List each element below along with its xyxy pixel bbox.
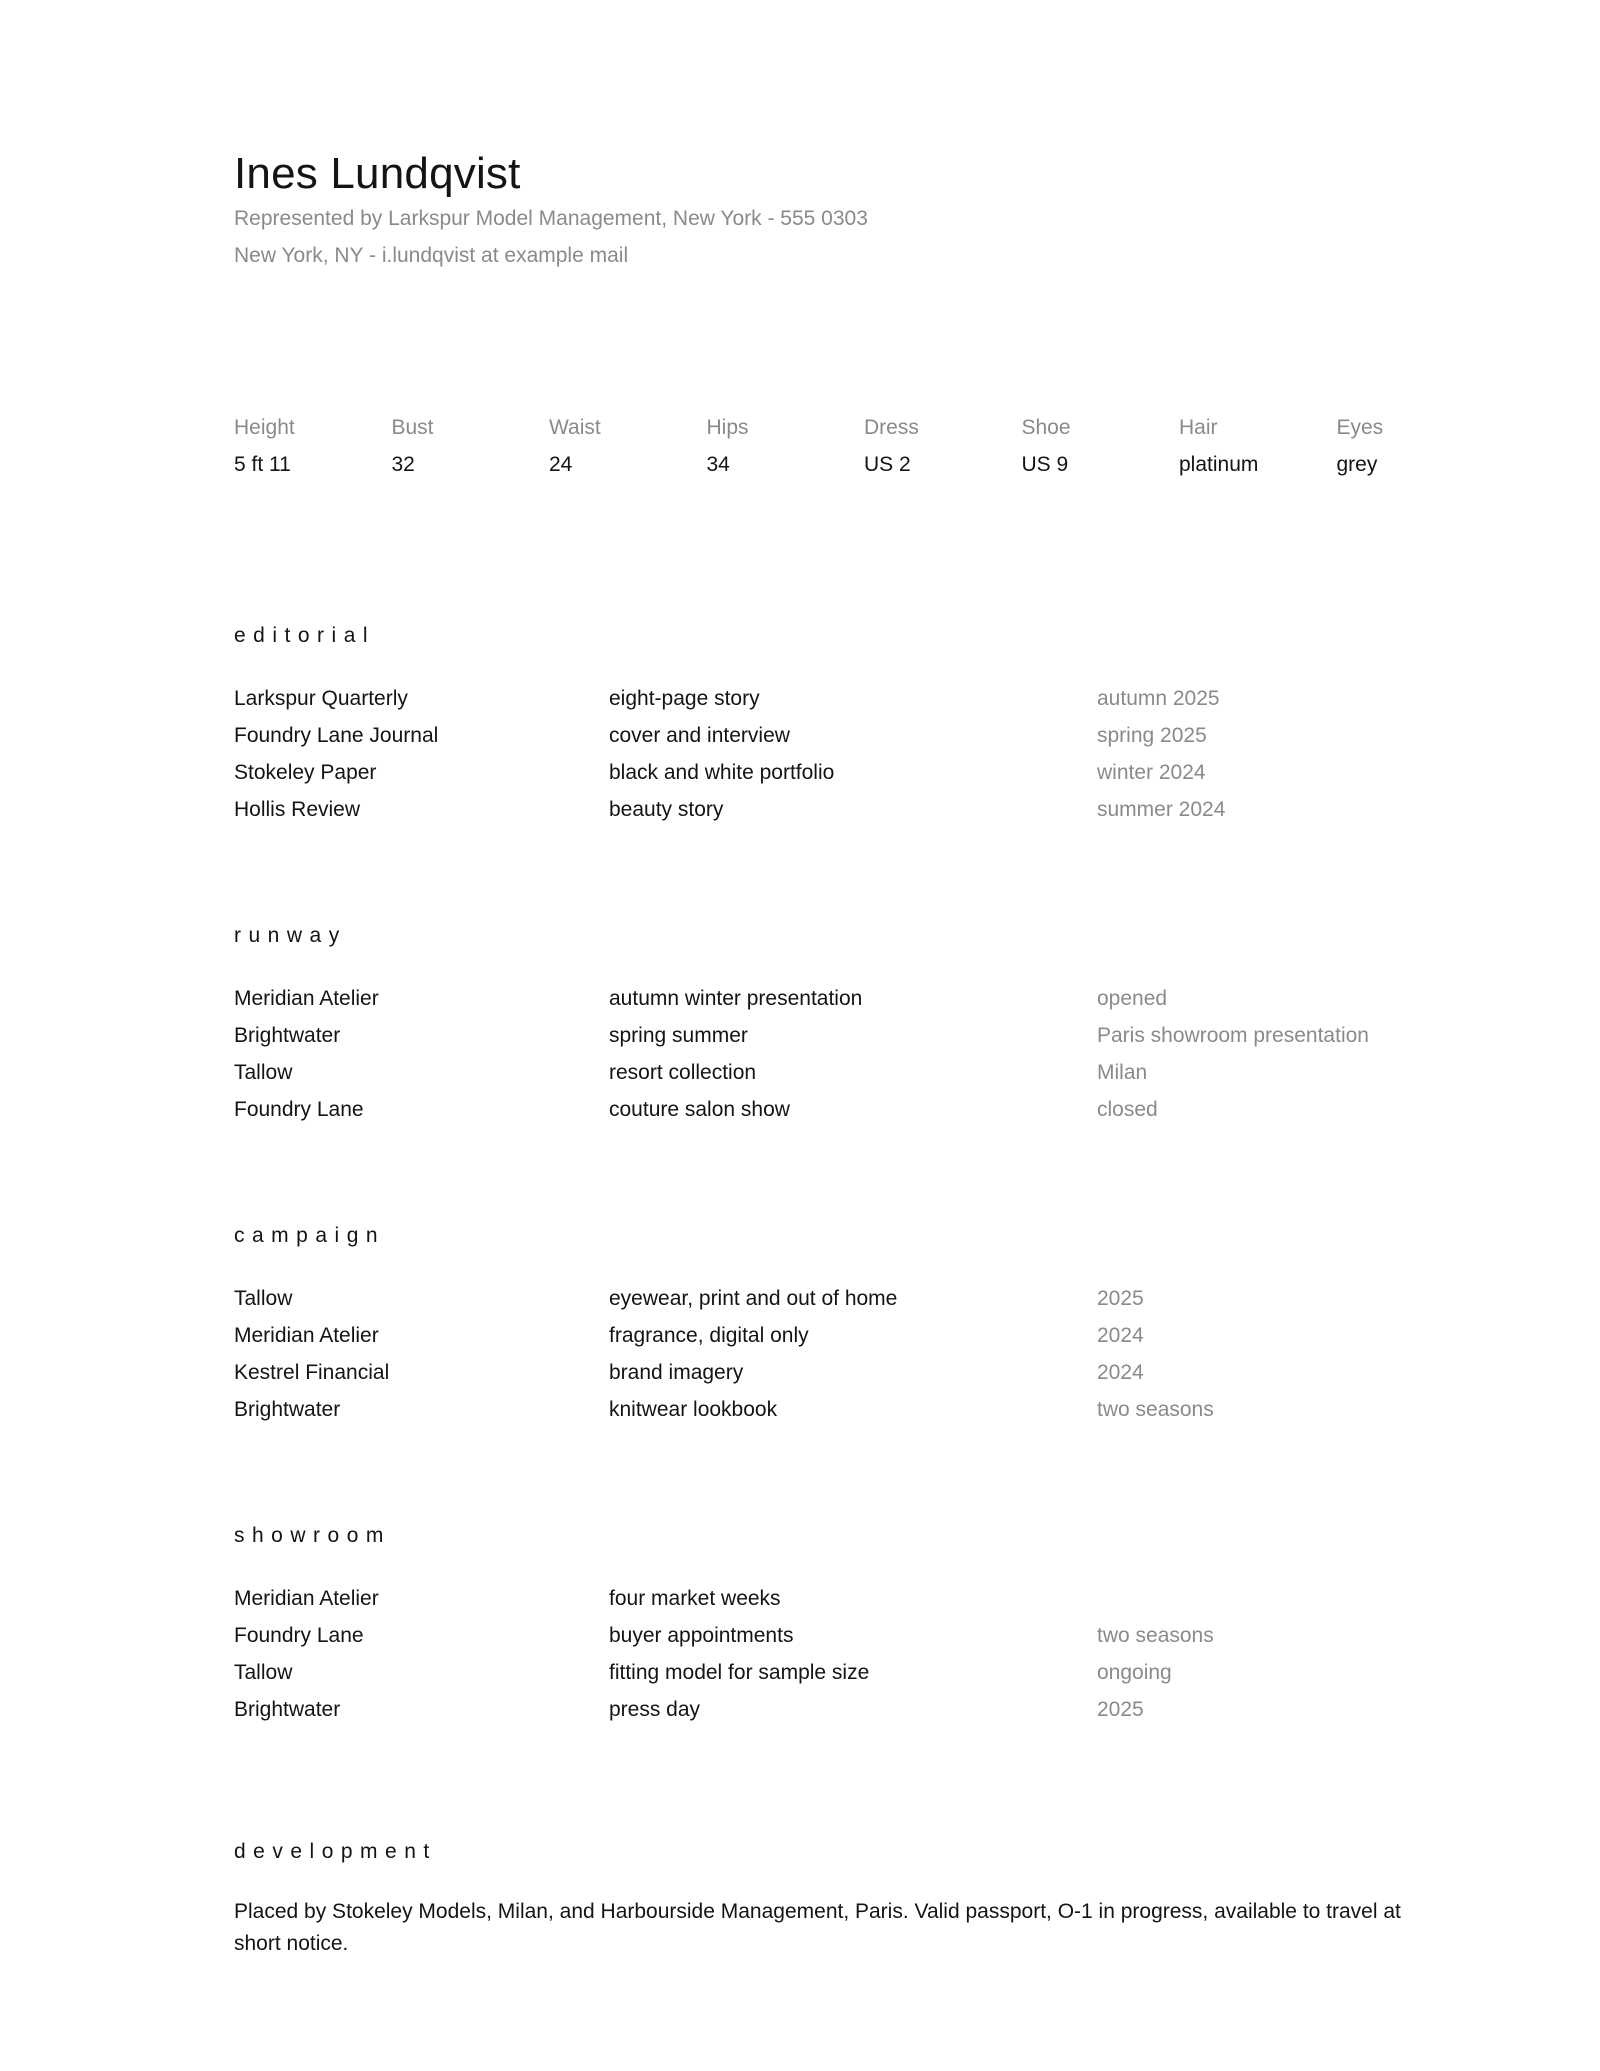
model-name: Ines Lundqvist: [234, 149, 521, 198]
list-item: [234, 1317, 1434, 1354]
list-item: [234, 1691, 1434, 1728]
stat-label: Shoe: [1021, 416, 1071, 439]
note: summer 2024: [1097, 798, 1226, 821]
detail: buyer appointments: [609, 1624, 794, 1647]
section-showroom: [234, 1521, 1434, 1728]
detail: autumn winter presentation: [609, 987, 863, 1010]
list-item: [234, 1091, 1434, 1128]
development-text: Placed by Stokeley Models, Milan, and Harbourside Management, Paris. Valid passport, O-1 in progress, available to travel at short notice.: [234, 1900, 1401, 1955]
client: Meridian Atelier: [234, 1324, 379, 1347]
stat-value: 32: [391, 453, 415, 476]
detail: couture salon show: [609, 1098, 790, 1121]
client: Meridian Atelier: [234, 1587, 379, 1610]
stat-bust: [392, 413, 550, 480]
list-item: [234, 1280, 1434, 1317]
detail: four market weeks: [609, 1587, 781, 1610]
detail: black and white portfolio: [609, 761, 835, 784]
stat-value: platinum: [1179, 453, 1259, 476]
stat-shoe: [1022, 413, 1180, 480]
list-item: [234, 1654, 1434, 1691]
stat-value: 34: [706, 453, 730, 476]
measurements: [234, 413, 1494, 480]
detail: brand imagery: [609, 1361, 744, 1384]
note: two seasons: [1097, 1398, 1214, 1421]
client: Foundry Lane: [234, 1098, 364, 1121]
stat-waist: [549, 413, 707, 480]
note: closed: [1097, 1098, 1158, 1121]
stat-label: Dress: [864, 416, 919, 439]
client: Stokeley Paper: [234, 761, 377, 784]
note: opened: [1097, 987, 1168, 1010]
section-title: development: [234, 1840, 437, 1863]
section-title: showroom: [234, 1524, 391, 1547]
list-item: [234, 1354, 1434, 1391]
section-title: campaign: [234, 1224, 386, 1247]
client: Meridian Atelier: [234, 987, 379, 1010]
note: 2024: [1097, 1361, 1144, 1384]
client: Larkspur Quarterly: [234, 687, 408, 710]
detail: eyewear, print and out of home: [609, 1287, 898, 1310]
list-item: [234, 1054, 1434, 1091]
agency-line: Represented by Larkspur Model Management, New York - 555 0303: [234, 207, 868, 230]
note: ongoing: [1097, 1661, 1172, 1684]
section-editorial: [234, 621, 1434, 828]
stat-value: grey: [1336, 453, 1378, 476]
stat-dress: [864, 413, 1022, 480]
note: two seasons: [1097, 1624, 1214, 1647]
detail: cover and interview: [609, 724, 790, 747]
list-item: [234, 1391, 1434, 1428]
list-item: [234, 1617, 1434, 1654]
client: Tallow: [234, 1061, 293, 1084]
note: autumn 2025: [1097, 687, 1220, 710]
note: spring 2025: [1097, 724, 1207, 747]
client: Hollis Review: [234, 798, 361, 821]
list-item: [234, 1017, 1434, 1054]
section-campaign: [234, 1221, 1434, 1428]
stat-hair: [1179, 413, 1337, 480]
client: Foundry Lane Journal: [234, 724, 439, 747]
list-item: [234, 717, 1434, 754]
client: Tallow: [234, 1287, 293, 1310]
note: winter 2024: [1097, 761, 1206, 784]
stat-value: US 2: [864, 453, 911, 476]
stat-label: Hair: [1179, 416, 1218, 439]
detail: resort collection: [609, 1061, 757, 1084]
detail: eight-page story: [609, 687, 760, 710]
client: Brightwater: [234, 1398, 341, 1421]
list-item: [234, 754, 1434, 791]
stat-label: Height: [234, 416, 295, 439]
stat-value: 5 ft 11: [234, 453, 291, 476]
client: Tallow: [234, 1661, 293, 1684]
detail: press day: [609, 1698, 701, 1721]
stat-label: Eyes: [1336, 416, 1384, 439]
detail: beauty story: [609, 798, 724, 821]
note: 2025: [1097, 1698, 1144, 1721]
section-title: runway: [234, 924, 347, 947]
note: Milan: [1097, 1061, 1148, 1084]
note: 2025: [1097, 1287, 1144, 1310]
client: Foundry Lane: [234, 1624, 364, 1647]
detail: fitting model for sample size: [609, 1661, 870, 1684]
stat-height: [234, 413, 392, 480]
contact-line: New York, NY - i.lundqvist at example mail: [234, 244, 629, 267]
list-item: [234, 791, 1434, 828]
stat-eyes: [1337, 413, 1495, 480]
stat-value: US 9: [1021, 453, 1069, 476]
stat-value: 24: [549, 453, 573, 476]
client: Brightwater: [234, 1698, 341, 1721]
client: Brightwater: [234, 1024, 341, 1047]
client: Kestrel Financial: [234, 1361, 390, 1384]
stat-label: Hips: [706, 416, 749, 439]
detail: fragrance, digital only: [609, 1324, 809, 1347]
note: Paris showroom presentation: [1097, 1024, 1369, 1047]
detail: knitwear lookbook: [609, 1398, 778, 1421]
stat-label: Bust: [391, 416, 434, 439]
list-item: [234, 680, 1434, 717]
section-runway: [234, 921, 1434, 1128]
stat-label: Waist: [549, 416, 601, 439]
list-item: [234, 980, 1434, 1017]
list-item: [234, 1580, 1434, 1617]
section-development: [234, 1837, 1434, 1960]
header: [234, 148, 868, 274]
stat-hips: [707, 413, 865, 480]
note: 2024: [1097, 1324, 1144, 1347]
detail: spring summer: [609, 1024, 748, 1047]
comp-card-page: [234, 0, 1434, 2071]
section-title: editorial: [234, 624, 376, 647]
